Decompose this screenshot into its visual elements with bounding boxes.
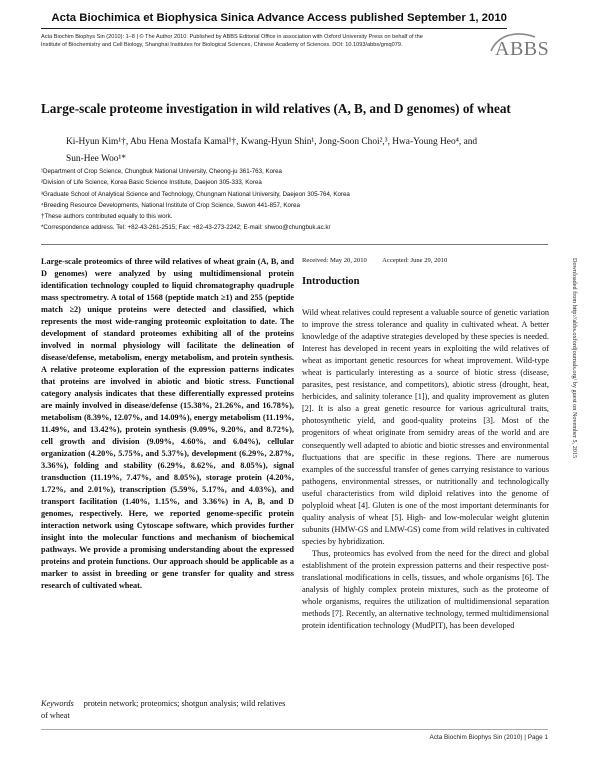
citation-line-2: Institute of Biochemistry and Cell Biology, Shanghai Institutes for Biological Sciences, Chinese Academy of Sciences. DOI: 10.1093/abbs/gmq079. (41, 42, 403, 48)
article-title: Large-scale proteome investigation in wild relatives (A, B, and D genomes) of wheat (41, 101, 511, 116)
affiliation-1: ¹Department of Crop Science, Chungbuk National University, Cheong-ju 361-763, Korea (41, 168, 282, 175)
page-footer: Acta Biochim Biophys Sin (2010) | Page 1 (429, 734, 548, 741)
abstract-text: Large-scale proteomics of three wild relatives of wheat grain (A, B, and D genomes) were analyzed by using multidimensional protein identification technology coupled to liquid chromatography quadruple mass spectrometry. A total of 1568 (peptide match ≥1) and 255 (peptide match ≥2) unique proteins were detected and classified, which represents the most wide-ranging proteomic exploitation to date. The development of standard proteomes exhibiting all of the proteins involved in normal physiology will facilitate the delineation of disease/defense, metabolism, energy metabolism, and protein synthesis. A relative proteome exploration of the expression patterns indicates that proteins are involved in abiotic and biotic stress. Functional category analysis indicates that these differentially expressed proteins are mainly involved in disease/defense (15.38%, 21.26%, and 16.78%), metabolism (8.39%, 12.07%, and 14.09%), energy metabolism (11.19%, 11.49%, and 13.42%), protein synthesis (9.09%, 9.20%, and 8.72%), cell growth and division (9.09%, 4.60%, and 6.04%), cellular organization (4.20%, 5.75%, and 5.37%), development (6.29%, 2.87%, 3.36%), folding and stability (6.29%, 8.62%, and 8.05%), signal transduction (11.19%, 7.47%, and 8.05%), storage protein (4.20%, 1.72%, and 2.01%), transcription (5.59%, 5.17%, and 4.03%), and transport facilitation (1.40%, 1.15%, and 3.36%) in A, B, and D genomes, respectively. Here, we reported genome-specific protein interaction network using Cytoscape software, which provides further insight into the molecular functions and mechanism of biochemical pathways. We provide a promising understanding about the expressed proteins and protein functions. Our approach should be applicable as a marker to assist in breeding or gene transfer for quality and stress research of cultivated wheat. (41, 257, 294, 590)
affiliation-3: ³Graduate School of Analytical Science and Technology, Chungnam National University, Daejeon 305-764, Korea (41, 190, 350, 198)
logo-text: ABBS (495, 38, 550, 59)
affiliation-4: ⁴Breeding Resource Developments, National Institute of Crop Science, Suwon 441-857, Korea (41, 201, 300, 209)
received-date: Received: May 20, 2010 (302, 257, 367, 264)
download-side-note (568, 258, 578, 558)
abbs-logo (489, 31, 553, 59)
equal-contribution-note: †These authors contributed equally to this work. (41, 213, 173, 221)
logo-swoosh-icon (489, 31, 553, 59)
download-note-text[interactable]: Downloaded from http://abbs.oxfordjournals.org/ by guest on November 5, 2015 (571, 258, 578, 459)
keywords-block (41, 698, 294, 722)
citation-line-1: Acta Biochim Biophys Sin (2010): 1–8 | © The Author 2010. Published by ABBS Editorial Office in association with Oxford University Press on behalf of the (41, 34, 423, 40)
intro-paragraph-2: Thus, proteomics has evolved from the need for the direct and global establishment of the protein expression patterns and their respective post-translational modifications in cells, tissues, and whole organisms [6]. The analysis of highly complex protein mixtures, such as the proteome of whole organisms, requires the utilization of multidimensional separation methods [7]. Recently, an alternative technology, termed multidimensional protein identification technology (MudPIT), has been developed (302, 548, 549, 631)
authors-line-1: Ki-Hyun Kim¹†, Abu Hena Mostafa Kamal¹†, Kwang-Hyun Shin¹, Jong-Soon Choi²,³, Hwa-Young Heo⁴, and (66, 137, 478, 147)
keywords-list: protein network; proteomics; shotgun analysis; wild relatives of wheat (41, 699, 286, 720)
intro-paragraph-1: Wild wheat relatives could represent a valuable source of genetic variation to improve the stress tolerance and quality in cultivated wheat. A better knowledge of the adaptive strategies developed by these species is needed. Interest has developed in recent years in exploiting the wild relatives of wheat as important genetic resources for wheat improvement. Wild-type wheat is particularly interesting as a source of biotic stress (disease, parasites, pest resistance, and competitors), abiotic stress (drought, heat, herbicides, and salinity tolerance [1]), and quality improvement as gluten [2]. It is also a great genetic resource for various agricultural traits, photosynthetic yield, and good-quality proteins [3]. Most of the progenitors of wheat originate from semidry areas of the world and are consequently well adapted to abiotic and biotic stresses and environmental fluctuations that are specific in these regions. There are numerous examples of the successful transfer of genes carrying resistance to various pathogens, environmental stresses, or nutritionally and technologically useful characteristics from wild diploid relatives into the genome of polyploid wheat [4]. Gluten is one of the most important determinants for quality analysis of wheat [5]. High- and low-molecular weight glutenin subunits (HMW-GS and LMW-GS) come from wild relatives in cultivated species by hybridization. (302, 308, 549, 546)
header-rule (41, 28, 507, 29)
footer-rule (41, 729, 548, 730)
introduction-body (302, 307, 549, 632)
author-list (66, 134, 536, 167)
journal-header-title: Acta Biochimica et Biophysica Sinica Advance Access published September 1, 2010 (51, 12, 507, 24)
accepted-date: Accepted: June 29, 2010 (382, 257, 448, 264)
section-rule (41, 244, 548, 245)
keywords-label: Keywords (41, 699, 74, 708)
received-accepted-dates (302, 257, 552, 264)
affiliations (41, 166, 501, 234)
affiliation-2: ²Division of Life Science, Korea Basic Science Institute, Daejeon 305-333, Korea (41, 179, 262, 187)
citation-block (41, 33, 471, 49)
introduction-heading: Introduction (302, 276, 360, 287)
correspondence-address: *Correspondence address. Tel: +82-43-261-2515; Fax: +82-43-273-2242; E-mail: shwoo@chungbuk.ac.kr (41, 224, 331, 232)
authors-line-2: Sun-Hee Woo¹* (66, 153, 126, 164)
